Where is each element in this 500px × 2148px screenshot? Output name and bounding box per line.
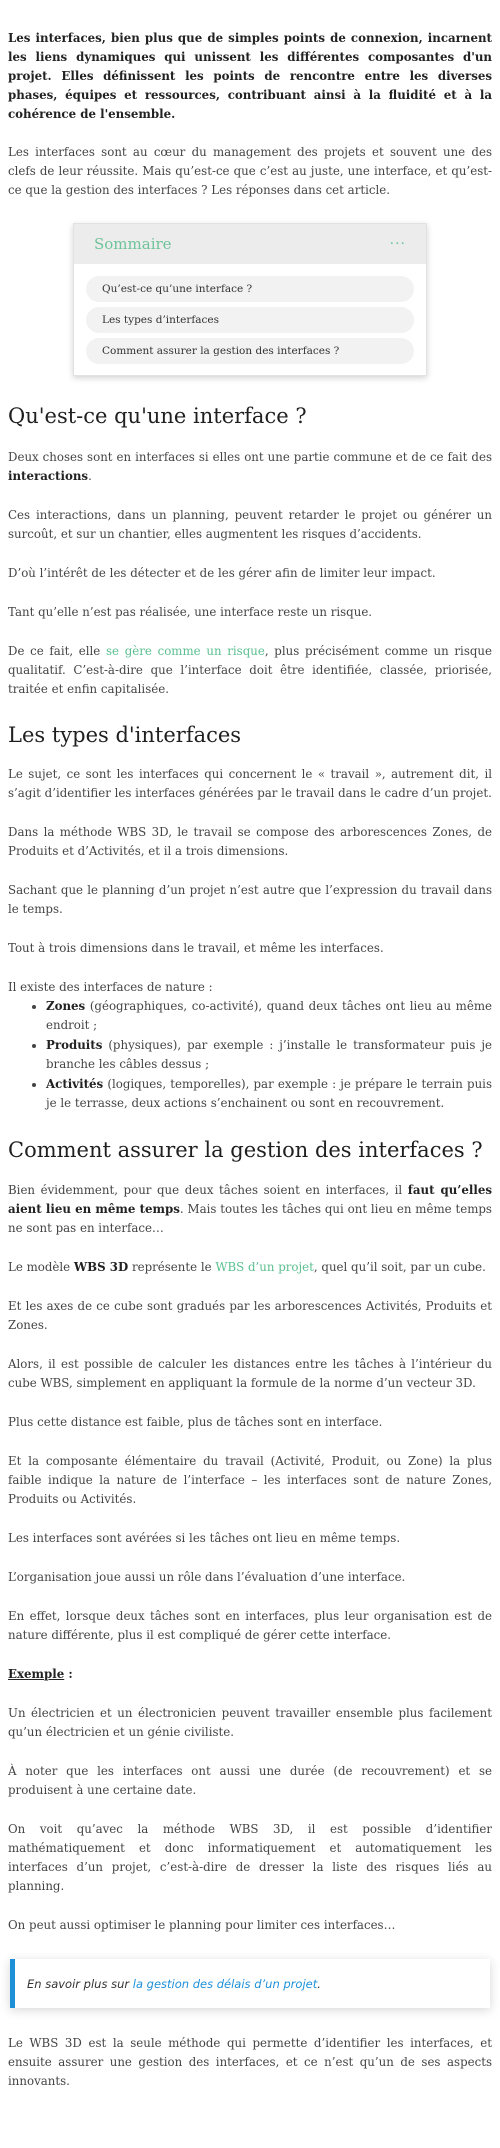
- paragraph: Et la composante élémentaire du travail (Activité, Produit, ou Zone) la plus faible indique la nature de l’interface – les interfaces sont de nature Zones, Produits ou Activités.: [8, 1454, 492, 1506]
- paragraph: Un électricien et un électronicien peuvent travailler ensemble plus facilement qu’un électricien et un génie civiliste.: [8, 1706, 492, 1739]
- section-title-management: Comment assurer la gestion des interfaces ?: [8, 1138, 483, 1162]
- paragraph: Tout à trois dimensions dans le travail, et même les interfaces.: [8, 941, 384, 955]
- paragraph: [8, 642, 492, 699]
- paragraph: En effet, lorsque deux tâches sont en interfaces, plus leur organisation est de nature différente, plus il est compliqué de gérer cette interface.: [8, 1609, 492, 1642]
- paragraph: [8, 1181, 492, 1238]
- list-text: (géographiques, co-activité), quand deux tâches ont lieu au même endroit ;: [46, 999, 492, 1032]
- paragraph: Tant qu’elle n’est pas réalisée, une interface reste un risque.: [8, 605, 373, 619]
- delays-management-link[interactable]: la gestion des délais d’un projet: [132, 1977, 318, 1991]
- text: , plus précisément comme un risque qualitatif. C’est-à-dire que l’interface doit être identifiée, classée, priorisée, traitée et enfin capitalisée.: [8, 644, 493, 696]
- table-of-contents: [73, 223, 427, 376]
- paragraph: Dans la méthode WBS 3D, le travail se compose des arborescences Zones, de Produits et d’Activités, et il a trois dimensions.: [8, 825, 492, 858]
- text: . Mais toutes les tâches qui ont lieu en même temps ne sont pas en interface…: [8, 1202, 492, 1235]
- list-text: (physiques), par exemple : j’installe le transformateur puis je branche les câbles dessus ;: [46, 1038, 492, 1071]
- callout-end: .: [317, 1977, 321, 1991]
- section-title-types: Les types d'interfaces: [8, 723, 242, 747]
- paragraph: On voit qu’avec la méthode WBS 3D, il est possible d’identifier mathématiquement et donc informatiquement et automatiquement les interfaces d’un projet, c’est-à-dire de dresser la liste des risques liés au planning.: [8, 1822, 492, 1893]
- paragraph: Ces interactions, dans un planning, peuvent retarder le projet ou générer un surcoût, et sur un chantier, elles augmentent les risques d’accidents.: [8, 508, 492, 541]
- interface-types-list: [8, 997, 492, 1113]
- toc-item-definition[interactable]: Qu’est-ce qu’une interface ?: [86, 276, 414, 302]
- list-item: [46, 997, 492, 1035]
- toc-item-management[interactable]: Comment assurer la gestion des interfaces ?: [86, 338, 414, 364]
- intro-lead: Les interfaces, bien plus que de simples points de connexion, incarnent les liens dynamiques qui unissent les différentes composantes d'un projet. Elles définissent les points de rencontre entre les diverses phases, équipes et ressources, contribuant ainsi à la fluidité et à la cohérence de l'ensemble.: [8, 31, 492, 121]
- paragraph: L’organisation joue aussi un rôle dans l’évaluation d’une interface.: [8, 1570, 406, 1584]
- risk-management-link[interactable]: se gère comme un risque: [106, 644, 265, 658]
- text: représente le: [128, 1260, 216, 1274]
- closing-paragraph: Le WBS 3D est la seule méthode qui permette d’identifier les interfaces, et ensuite assurer une gestion des interfaces, et ce n’est qu’un de ses aspects innovants.: [8, 2036, 492, 2088]
- text: Bien évidemment, pour que deux tâches soient en interfaces, il: [8, 1183, 408, 1197]
- toc-toggle-icon[interactable]: ···: [389, 235, 406, 252]
- paragraph: À noter que les interfaces ont aussi une durée (de recouvrement) et se produisent à une certaine date.: [8, 1764, 492, 1797]
- list-item: [46, 1075, 492, 1113]
- paragraph: Le sujet, ce sont les interfaces qui concernent le « travail », autrement dit, il s’agit d’identifier les interfaces générées par le travail dans le cadre d’un projet.: [8, 767, 492, 800]
- paragraph: Il existe des interfaces de nature :: [8, 980, 213, 994]
- bold-text: interactions: [8, 469, 89, 483]
- paragraph: [8, 1258, 492, 1277]
- paragraph: On peut aussi optimiser le planning pour limiter ces interfaces…: [8, 1918, 396, 1932]
- paragraph: Sachant que le planning d’un projet n’est autre que l’expression du travail dans le temps.: [8, 883, 492, 916]
- callout-text: En savoir plus sur: [27, 1977, 133, 1991]
- paragraph: D’où l’intérêt de les détecter et de les gérer afin de limiter leur impact.: [8, 566, 436, 580]
- intro-paragraph: Les interfaces sont au cœur du management des projets et souvent une des clefs de leur réussite. Mais qu’est-ce que c’est au juste, une interface, et qu’est-ce que la gestion des interfaces ? Les réponses dans cet article.: [8, 145, 492, 197]
- text: , quel qu’il soit, par un cube.: [313, 1260, 486, 1274]
- list-term: Zones: [46, 999, 86, 1013]
- bold-text: faut qu’elles aient lieu en même temps: [8, 1183, 492, 1216]
- paragraph: Les interfaces sont avérées si les tâches ont lieu en même temps.: [8, 1531, 401, 1545]
- article: [0, 29, 500, 2091]
- example-heading: [8, 1665, 492, 1684]
- paragraph: Et les axes de ce cube sont gradués par les arborescences Activités, Produits et Zones.: [8, 1299, 492, 1332]
- section-title-definition: Qu'est-ce qu'une interface ?: [8, 404, 307, 428]
- list-text: (logiques, temporelles), par exemple : je prépare le terrain puis je le terrasse, deux actions s’enchainent ou sont en recouvrement.: [46, 1077, 492, 1110]
- text: Le modèle: [8, 1260, 74, 1274]
- toc-title: Sommaire: [94, 234, 172, 253]
- read-more-callout: [10, 1959, 490, 2008]
- example-label: Exemple: [8, 1667, 65, 1681]
- paragraph: Alors, il est possible de calculer les distances entre les tâches à l’intérieur du cube WBS, simplement en appliquant la formule de la norme d’un vecteur 3D.: [8, 1357, 492, 1390]
- paragraph: [8, 448, 492, 486]
- list-term: Produits: [46, 1038, 103, 1052]
- toc-item-types[interactable]: Les types d’interfaces: [86, 307, 414, 333]
- list-item: [46, 1036, 492, 1074]
- text: .: [88, 469, 92, 483]
- bold-text: WBS 3D: [73, 1260, 129, 1274]
- wbs-project-link[interactable]: WBS d’un projet: [215, 1260, 314, 1274]
- text: Deux choses sont en interfaces si elles ont une partie commune et de ce fait des: [8, 450, 492, 464]
- toc-header: [74, 224, 426, 264]
- paragraph: Plus cette distance est faible, plus de tâches sont en interface.: [8, 1415, 383, 1429]
- toc-list: [74, 264, 426, 375]
- example-colon: :: [64, 1667, 73, 1681]
- list-term: Activités: [46, 1077, 104, 1091]
- text: De ce fait, elle: [8, 644, 106, 658]
